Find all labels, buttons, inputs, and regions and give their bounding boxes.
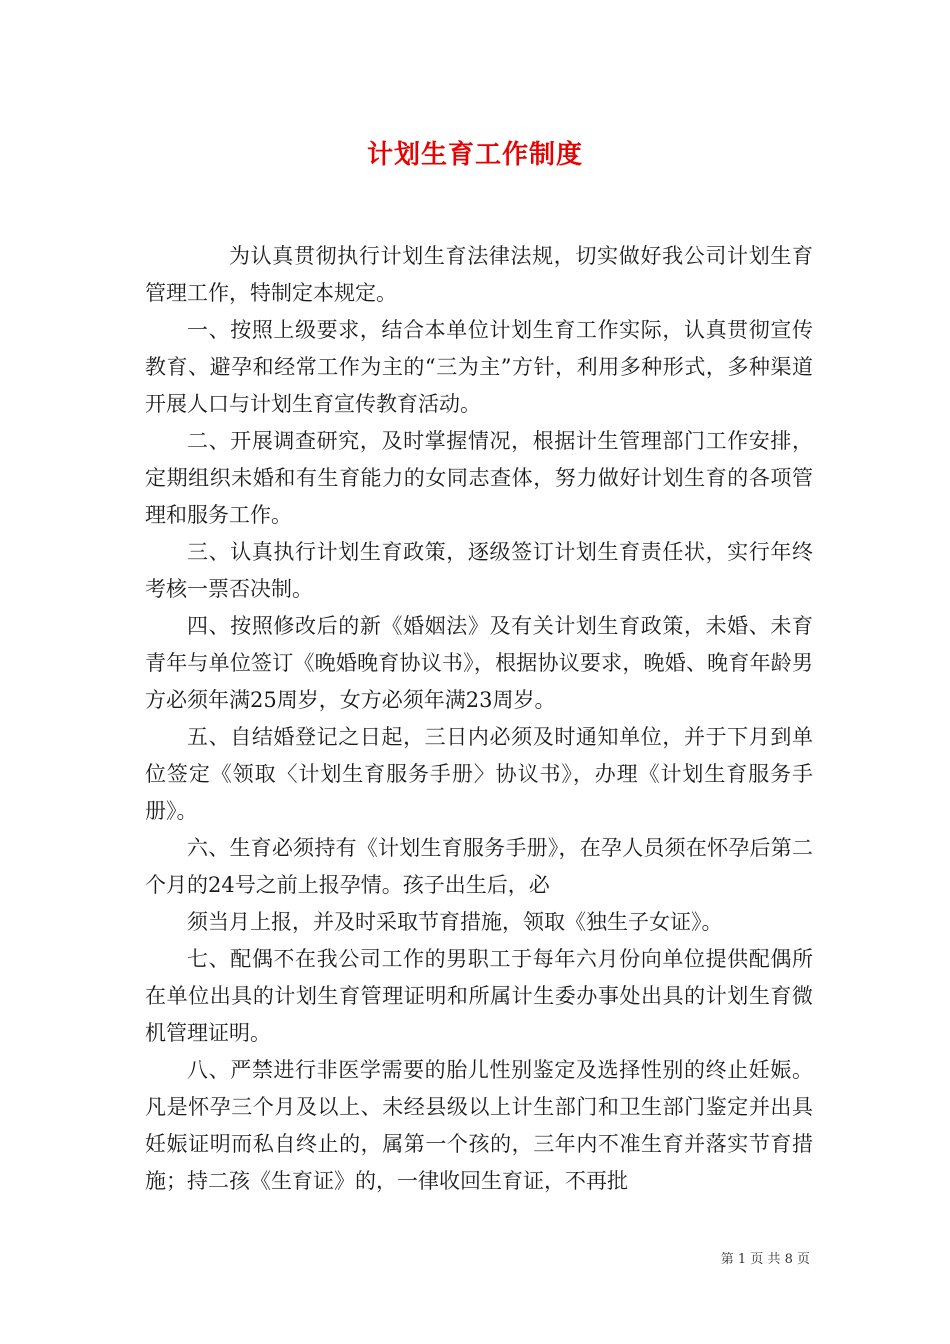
paragraph-7: 七、配偶不在我公司工作的男职工于每年六月份向单位提供配偶所在单位出具的计划生育管理证明和所属计生委办事处出具的计划生育微机管理证明。 bbox=[145, 947, 813, 1045]
document-title: 计划生育工作制度 bbox=[366, 140, 583, 170]
paragraph-8: 八、严禁进行非医学需要的胎儿性别鉴定及选择性别的终止妊娠。凡是怀孕三个月及以上、未经县级以上计生部门和卫生部门鉴定并出具妊娠证明而私自终止的，属第一个孩的，三年内不准生育并落实节育措施；持二孩《生育证》的，一律收回生育证，不再批 bbox=[145, 1058, 813, 1193]
paragraph-6: 六、生育必须持有《计划生育服务手册》，在孕人员须在怀孕后第二个月的24号之前上报孕情。孩子出生后，必 bbox=[145, 836, 813, 897]
paragraph-3: 三、认真执行计划生育政策，逐级签订计划生育责任状，实行年终考核一票否决制。 bbox=[145, 540, 813, 601]
paragraph-2: 二、开展调查研究，及时掌握情况，根据计生管理部门工作安排，定期组织未婚和有生育能力的女同志查体，努力做好计划生育的各项管理和服务工作。 bbox=[145, 429, 813, 527]
page-number: 第 1 页 共 8 页 bbox=[720, 1252, 810, 1267]
paragraph-1: 一、按照上级要求，结合本单位计划生育工作实际，认真贯彻宣传教育、避孕和经常工作为主的“三为主”方针，利用多种形式，多种渠道开展人口与计划生育宣传教育活动。 bbox=[145, 318, 813, 416]
paragraph-5: 五、自结婚登记之日起，三日内必须及时通知单位，并于下月到单位签定《领取〈计划生育服务手册〉协议书》，办理《计划生育服务手册》。 bbox=[145, 725, 813, 823]
paragraph-4: 四、按照修改后的新《婚姻法》及有关计划生育政策，未婚、未育青年与单位签订《晚婚晚育协议书》，根据协议要求，晚婚、晚育年龄男方必须年满25周岁，女方必须年满23周岁。 bbox=[145, 614, 813, 712]
paragraph-6-continued: 须当月上报，并及时采取节育措施，领取《独生子女证》。 bbox=[187, 910, 723, 934]
document-body bbox=[145, 238, 813, 1200]
paragraph-intro: 为认真贯彻执行计划生育法律法规，切实做好我公司计划生育管理工作，特制定本规定。 bbox=[145, 244, 813, 305]
